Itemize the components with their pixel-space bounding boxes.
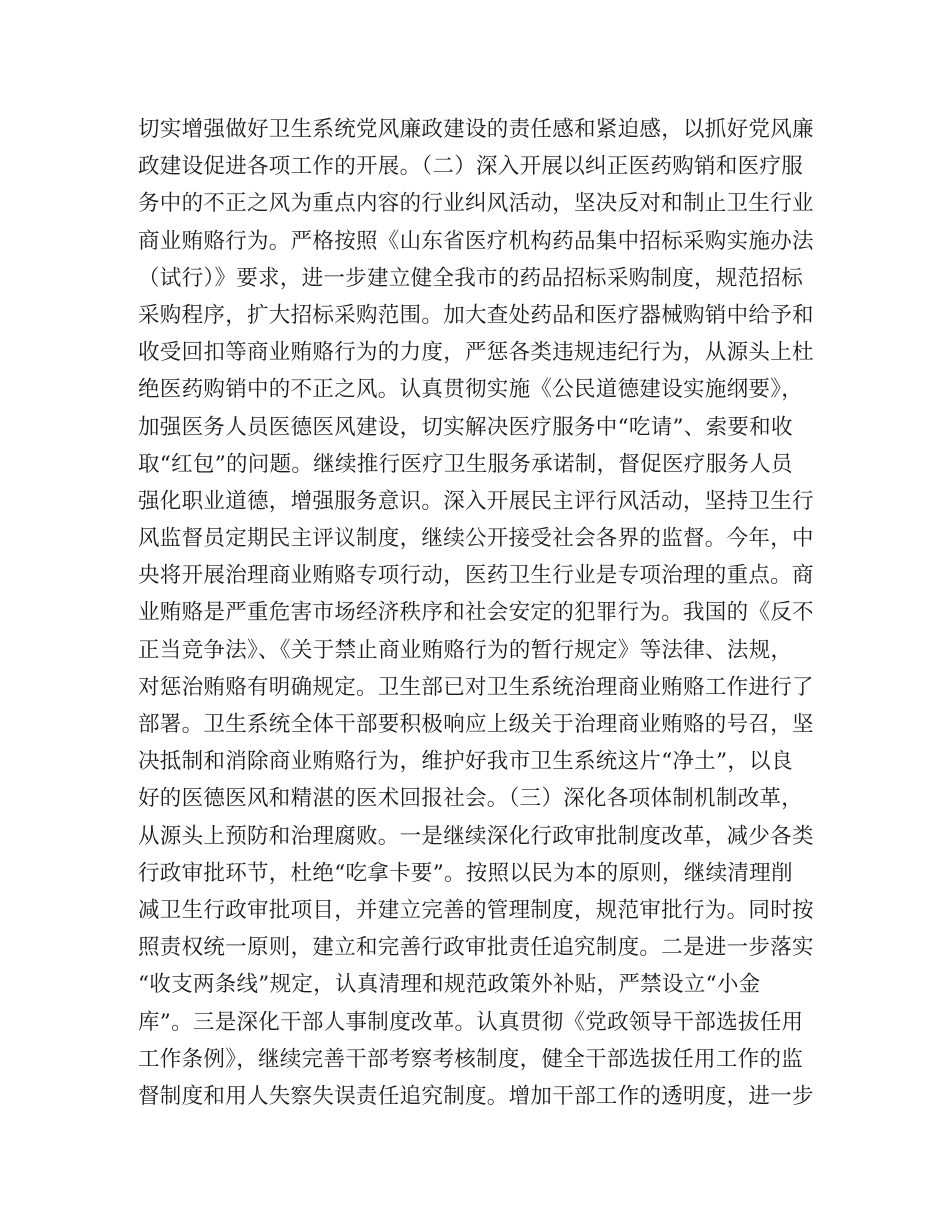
text-line: 部署。卫生系统全体干部要积极响应上级关于治理商业贿赂的号召，坚 [138, 712, 814, 737]
text-line: 从源头上预防和治理腐败。一是继续深化行政审批制度改革，减少各类 [138, 823, 814, 849]
text-line: 取“红包”的问题。继续推行医疗卫生服务承诺制，督促医疗服务人员 [138, 451, 793, 477]
text-line: 决抵制和消除商业贿赂行为，维护好我市卫生系统这片“净土”，以良 [138, 749, 793, 775]
text-line: 加强医务人员医德医风建设，切实解决医疗服务中“吃请”、索要和收 [138, 414, 793, 440]
text-line: 业贿赂是严重危害市场经济秩序和社会安定的犯罪行为。我国的《反不 [138, 600, 814, 626]
text-line: 绝医药购销中的不正之风。认真贯彻实施《公民道德建设实施纲要》， [138, 377, 804, 403]
text-line: 照责权统一原则，建立和完善行政审批责任追究制度。二是进一步落实 [138, 935, 814, 961]
text-line: 商业贿赂行为。严格按照《山东省医疗机构药品集中招标采购实施办法 [138, 228, 814, 254]
text-line: “收支两条线”规定，认真清理和规范政策外补贴，严禁设立“小金 [138, 972, 761, 998]
text-line: （试行）》要求，进一步建立健全我市的药品招标采购制度，规范招标 [138, 265, 804, 291]
text-line: 务中的不正之风为重点内容的行业纠风活动，坚决反对和制止卫生行业 [138, 191, 814, 217]
text-line: 减卫生行政审批项目，并建立完善的管理制度，规范审批行为。同时按 [138, 897, 814, 923]
text-line: 切实增强做好卫生系统党风廉政建设的责任感和紧迫感，以抓好党风廉 [138, 117, 814, 142]
text-line: 工作条例》，继续完善干部考察考核制度，健全干部选拔任用工作的监 [138, 1046, 804, 1072]
text-line: 好的医德医风和精湛的医术回报社会。（三）深化各项体制机制改革， [138, 786, 804, 812]
text-line: 政建设促进各项工作的开展。（二）深入开展以纠正医药购销和医疗服 [138, 154, 804, 180]
text-line: 督制度和用人失察失误责任追究制度。增加干部工作的透明度，进一步 [138, 1083, 814, 1109]
text-line: 采购程序，扩大招标采购范围。加大查处药品和医疗器械购销中给予和 [138, 302, 814, 328]
text-line: 风监督员定期民主评议制度，继续公开接受社会各界的监督。今年，中 [138, 526, 814, 552]
text-line: 库”。三是深化干部人事制度改革。认真贯彻《党政领导干部选拔任用 [138, 1009, 804, 1035]
text-line: 央将开展治理商业贿赂专项行动，医药卫生行业是专项治理的重点。商 [138, 563, 814, 589]
text-line: 收受回扣等商业贿赂行为的力度，严惩各类违规违纪行为，从源头上杜 [138, 340, 814, 366]
body-text [138, 111, 828, 1115]
text-line: 行政审批环节，杜绝“吃拿卡要”。按照以民为本的原则，继续清理削 [138, 860, 793, 886]
text-line: 对惩治贿赂有明确规定。卫生部已对卫生系统治理商业贿赂工作进行了 [138, 674, 814, 700]
text-line: 强化职业道德，增强服务意识。深入开展民主评行风活动，坚持卫生行 [138, 488, 814, 514]
text-line: 正当竞争法》、《关于禁止商业贿赂行为的暂行规定》等法律、法规， [138, 637, 793, 663]
